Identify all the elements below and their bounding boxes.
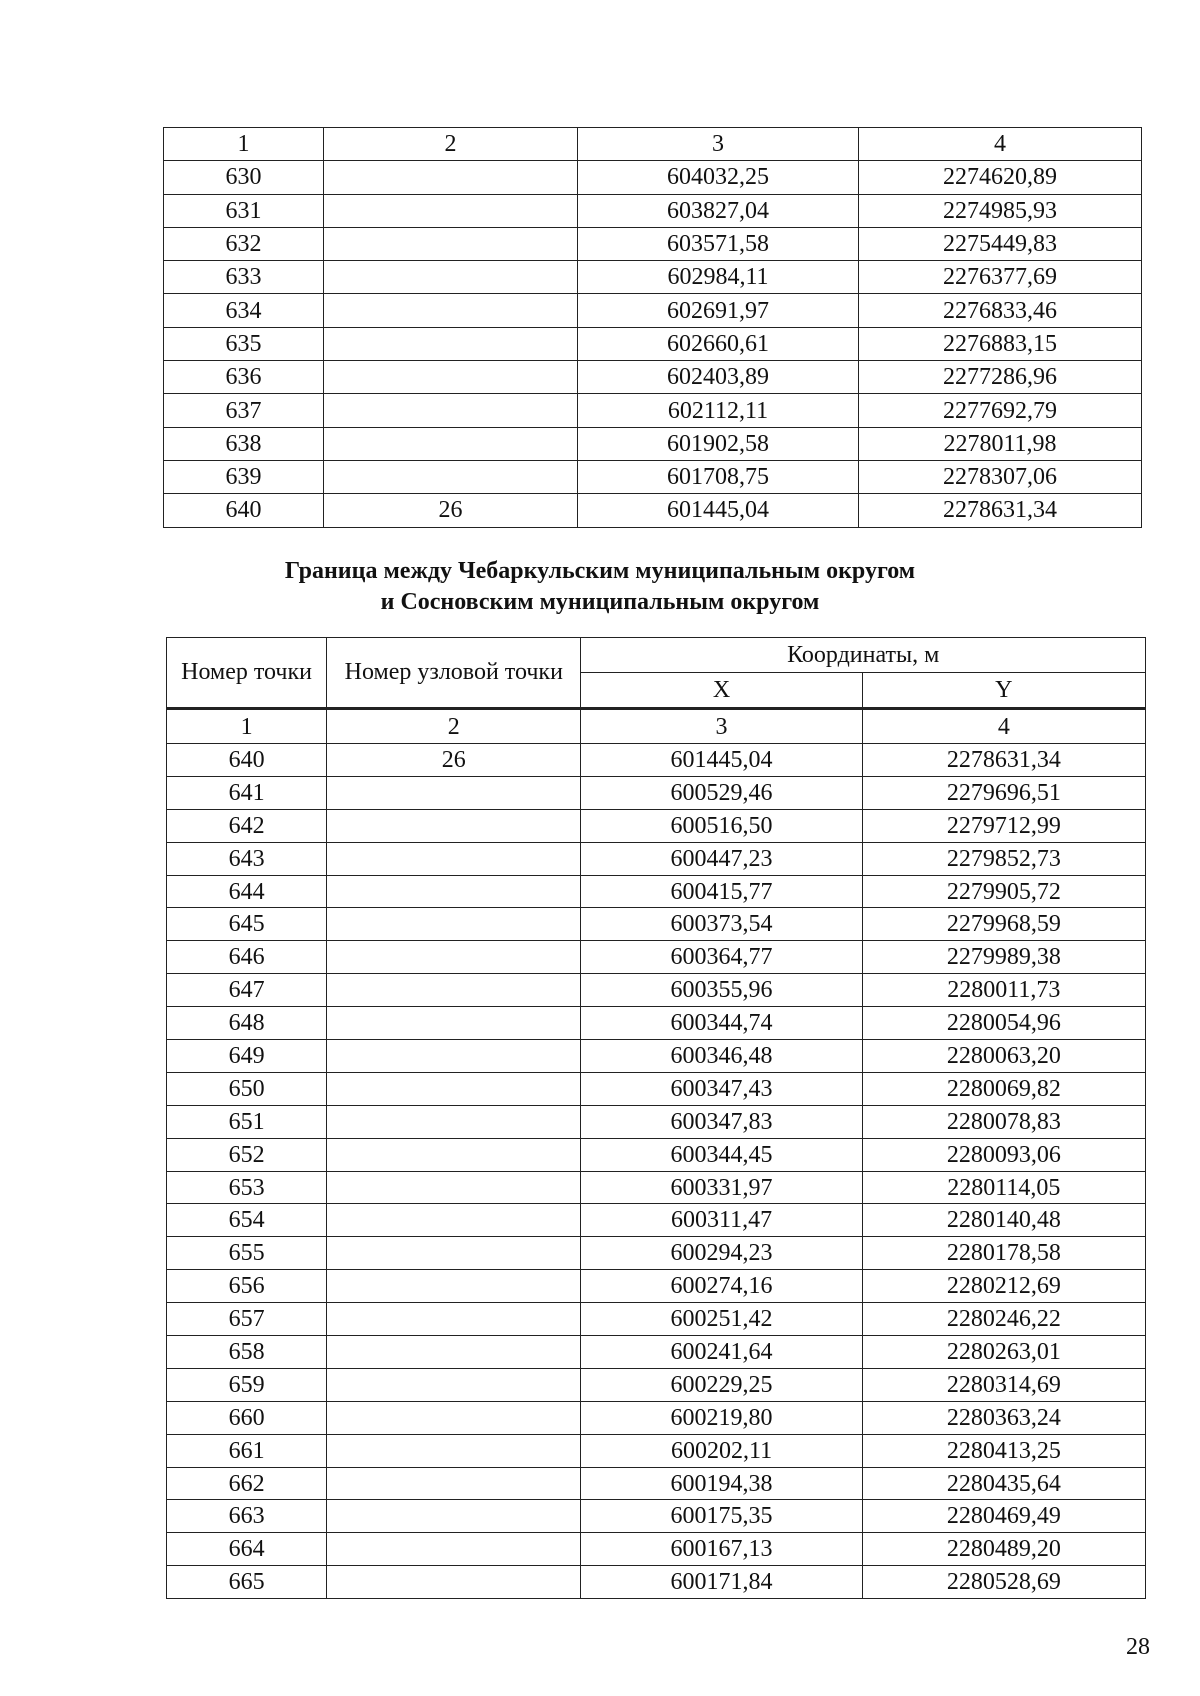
page-number: 28 xyxy=(1126,1634,1150,1660)
node-point-cell xyxy=(324,261,578,294)
point-number-cell: 639 xyxy=(164,460,324,493)
node-point-cell xyxy=(324,294,578,327)
table-row xyxy=(167,1303,1146,1336)
table-row xyxy=(164,494,1142,527)
x-coordinate-cell: 600251,42 xyxy=(581,1303,862,1336)
table-row xyxy=(167,908,1146,941)
top-coordinates-table xyxy=(163,127,1142,528)
x-coordinate-cell: 600229,25 xyxy=(581,1368,862,1401)
node-point-cell xyxy=(327,1533,581,1566)
x-coordinate-cell: 602403,89 xyxy=(578,361,859,394)
x-coordinate-cell: 600331,97 xyxy=(581,1171,862,1204)
table-row xyxy=(167,1270,1146,1303)
table-row xyxy=(167,809,1146,842)
x-coordinate-cell: 600347,83 xyxy=(581,1105,862,1138)
column-numbers-row xyxy=(164,128,1142,161)
point-number-cell: 664 xyxy=(167,1533,327,1566)
y-coordinate-cell: 2280528,69 xyxy=(862,1566,1145,1599)
y-coordinate-cell: 2280246,22 xyxy=(862,1303,1145,1336)
table-row xyxy=(167,1368,1146,1401)
y-coordinate-cell: 2280489,20 xyxy=(862,1533,1145,1566)
column-number-cell: 2 xyxy=(327,709,581,744)
column-number-cell: 3 xyxy=(578,128,859,161)
y-coordinate-cell: 2279712,99 xyxy=(862,809,1145,842)
table-row xyxy=(164,161,1142,194)
x-coordinate-cell: 600529,46 xyxy=(581,776,862,809)
table-header xyxy=(167,638,1146,709)
x-coordinate-cell: 600171,84 xyxy=(581,1566,862,1599)
point-number-cell: 661 xyxy=(167,1434,327,1467)
column-numbers-row xyxy=(167,709,1146,744)
x-coordinate-cell: 604032,25 xyxy=(578,161,859,194)
x-coordinate-cell: 600194,38 xyxy=(581,1467,862,1500)
node-point-cell xyxy=(327,1434,581,1467)
table-row xyxy=(167,1171,1146,1204)
table-row xyxy=(167,1007,1146,1040)
table-row xyxy=(167,1072,1146,1105)
x-coordinate-cell: 601445,04 xyxy=(578,494,859,527)
point-number-cell: 655 xyxy=(167,1237,327,1270)
y-coordinate-cell: 2278307,06 xyxy=(859,460,1142,493)
table-row xyxy=(167,1401,1146,1434)
y-coordinate-cell: 2280054,96 xyxy=(862,1007,1145,1040)
x-coordinate-cell: 600175,35 xyxy=(581,1500,862,1533)
point-number-cell: 638 xyxy=(164,427,324,460)
column-number-cell: 1 xyxy=(164,128,324,161)
node-point-cell xyxy=(327,1368,581,1401)
point-number-cell: 659 xyxy=(167,1368,327,1401)
table-row xyxy=(164,460,1142,493)
x-coordinate-cell: 600219,80 xyxy=(581,1401,862,1434)
x-coordinate-cell: 602691,97 xyxy=(578,294,859,327)
x-coordinate-cell: 600294,23 xyxy=(581,1237,862,1270)
point-number-cell: 657 xyxy=(167,1303,327,1336)
section-title-line-1: Граница между Чебаркульским муниципальным округом xyxy=(284,558,916,584)
y-coordinate-cell: 2280011,73 xyxy=(862,974,1145,1007)
node-point-cell xyxy=(324,394,578,427)
y-coordinate-cell: 2278631,34 xyxy=(862,744,1145,777)
x-coordinate-cell: 600344,45 xyxy=(581,1138,862,1171)
y-coordinate-cell: 2280263,01 xyxy=(862,1336,1145,1369)
x-coordinate-cell: 600311,47 xyxy=(581,1204,862,1237)
y-coordinate-cell: 2280178,58 xyxy=(862,1237,1145,1270)
table-row xyxy=(167,974,1146,1007)
x-coordinate-cell: 600415,77 xyxy=(581,875,862,908)
x-coordinate-cell: 600355,96 xyxy=(581,974,862,1007)
point-number-cell: 653 xyxy=(167,1171,327,1204)
point-number-cell: 645 xyxy=(167,908,327,941)
node-point-cell xyxy=(327,1072,581,1105)
point-number-cell: 663 xyxy=(167,1500,327,1533)
table-row xyxy=(164,394,1142,427)
node-point-cell xyxy=(324,227,578,260)
x-coordinate-cell: 602660,61 xyxy=(578,327,859,360)
node-point-cell xyxy=(327,1303,581,1336)
x-coordinate-cell: 600347,43 xyxy=(581,1072,862,1105)
x-coordinate-cell: 600202,11 xyxy=(581,1434,862,1467)
x-header: X xyxy=(581,673,862,709)
node-point-cell xyxy=(327,1270,581,1303)
y-coordinate-cell: 2280069,82 xyxy=(862,1072,1145,1105)
table-row xyxy=(167,776,1146,809)
node-point-cell xyxy=(327,776,581,809)
point-number-cell: 646 xyxy=(167,941,327,974)
point-number-cell: 630 xyxy=(164,161,324,194)
point-number-cell: 634 xyxy=(164,294,324,327)
table-row xyxy=(164,261,1142,294)
x-coordinate-cell: 602984,11 xyxy=(578,261,859,294)
y-coordinate-cell: 2280140,48 xyxy=(862,1204,1145,1237)
point-number-cell: 652 xyxy=(167,1138,327,1171)
node-point-number-header: Номер узловой точки xyxy=(327,638,581,709)
point-number-cell: 648 xyxy=(167,1007,327,1040)
y-coordinate-cell: 2276833,46 xyxy=(859,294,1142,327)
table-row xyxy=(167,1336,1146,1369)
table-row xyxy=(167,1434,1146,1467)
node-point-cell xyxy=(324,460,578,493)
node-point-cell xyxy=(327,1105,581,1138)
node-point-cell xyxy=(327,1171,581,1204)
column-number-cell: 2 xyxy=(324,128,578,161)
node-point-cell xyxy=(327,1566,581,1599)
x-coordinate-cell: 600241,64 xyxy=(581,1336,862,1369)
point-number-cell: 644 xyxy=(167,875,327,908)
table-row xyxy=(164,427,1142,460)
y-coordinate-cell: 2279852,73 xyxy=(862,842,1145,875)
point-number-cell: 656 xyxy=(167,1270,327,1303)
node-point-cell xyxy=(324,361,578,394)
x-coordinate-cell: 603827,04 xyxy=(578,194,859,227)
point-number-cell: 665 xyxy=(167,1566,327,1599)
node-point-cell xyxy=(327,1401,581,1434)
y-coordinate-cell: 2280435,64 xyxy=(862,1467,1145,1500)
node-point-cell xyxy=(327,1007,581,1040)
table-row xyxy=(167,1566,1146,1599)
y-coordinate-cell: 2274620,89 xyxy=(859,161,1142,194)
x-coordinate-cell: 601902,58 xyxy=(578,427,859,460)
table-row xyxy=(167,842,1146,875)
point-number-cell: 647 xyxy=(167,974,327,1007)
y-coordinate-cell: 2280114,05 xyxy=(862,1171,1145,1204)
column-number-cell: 3 xyxy=(581,709,862,744)
node-point-cell xyxy=(327,1467,581,1500)
point-number-cell: 643 xyxy=(167,842,327,875)
table-row xyxy=(167,1040,1146,1073)
x-coordinate-cell: 600344,74 xyxy=(581,1007,862,1040)
node-point-cell xyxy=(327,941,581,974)
y-coordinate-cell: 2275449,83 xyxy=(859,227,1142,260)
point-number-cell: 640 xyxy=(167,744,327,777)
node-point-cell: 26 xyxy=(327,744,581,777)
table-row xyxy=(167,1237,1146,1270)
table-row xyxy=(164,361,1142,394)
y-coordinate-cell: 2280363,24 xyxy=(862,1401,1145,1434)
y-coordinate-cell: 2278011,98 xyxy=(859,427,1142,460)
y-header: Y xyxy=(862,673,1145,709)
table-row xyxy=(167,875,1146,908)
column-number-cell: 1 xyxy=(167,709,327,744)
y-coordinate-cell: 2279989,38 xyxy=(862,941,1145,974)
point-number-cell: 651 xyxy=(167,1105,327,1138)
point-number-cell: 650 xyxy=(167,1072,327,1105)
point-number-cell: 633 xyxy=(164,261,324,294)
table-row xyxy=(167,1500,1146,1533)
x-coordinate-cell: 600346,48 xyxy=(581,1040,862,1073)
table-row xyxy=(167,941,1146,974)
y-coordinate-cell: 2280212,69 xyxy=(862,1270,1145,1303)
y-coordinate-cell: 2276377,69 xyxy=(859,261,1142,294)
point-number-header: Номер точки xyxy=(167,638,327,709)
node-point-cell xyxy=(327,809,581,842)
point-number-cell: 637 xyxy=(164,394,324,427)
node-point-cell xyxy=(324,427,578,460)
column-number-cell: 4 xyxy=(859,128,1142,161)
y-coordinate-cell: 2279968,59 xyxy=(862,908,1145,941)
y-coordinate-cell: 2280078,83 xyxy=(862,1105,1145,1138)
point-number-cell: 662 xyxy=(167,1467,327,1500)
table-row xyxy=(164,327,1142,360)
x-coordinate-cell: 602112,11 xyxy=(578,394,859,427)
point-number-cell: 642 xyxy=(167,809,327,842)
x-coordinate-cell: 600447,23 xyxy=(581,842,862,875)
table-row xyxy=(167,1105,1146,1138)
point-number-cell: 632 xyxy=(164,227,324,260)
boundary-coordinates-table xyxy=(166,637,1146,1599)
section-title-line-2: и Сосновским муниципальным округом xyxy=(380,589,820,615)
column-number-cell: 4 xyxy=(862,709,1145,744)
y-coordinate-cell: 2280314,69 xyxy=(862,1368,1145,1401)
point-number-cell: 658 xyxy=(167,1336,327,1369)
section-title xyxy=(0,556,1200,618)
x-coordinate-cell: 601445,04 xyxy=(581,744,862,777)
node-point-cell xyxy=(327,842,581,875)
node-point-cell xyxy=(324,194,578,227)
point-number-cell: 631 xyxy=(164,194,324,227)
table-row xyxy=(164,194,1142,227)
y-coordinate-cell: 2274985,93 xyxy=(859,194,1142,227)
node-point-cell xyxy=(324,327,578,360)
node-point-cell xyxy=(327,1138,581,1171)
y-coordinate-cell: 2280063,20 xyxy=(862,1040,1145,1073)
table-row xyxy=(167,1138,1146,1171)
node-point-cell xyxy=(327,1237,581,1270)
x-coordinate-cell: 600516,50 xyxy=(581,809,862,842)
y-coordinate-cell: 2280413,25 xyxy=(862,1434,1145,1467)
top-table-body xyxy=(164,128,1142,528)
table-row xyxy=(164,294,1142,327)
y-coordinate-cell: 2279905,72 xyxy=(862,875,1145,908)
table-row xyxy=(167,1204,1146,1237)
y-coordinate-cell: 2277286,96 xyxy=(859,361,1142,394)
x-coordinate-cell: 600167,13 xyxy=(581,1533,862,1566)
point-number-cell: 636 xyxy=(164,361,324,394)
y-coordinate-cell: 2280093,06 xyxy=(862,1138,1145,1171)
node-point-cell xyxy=(327,1336,581,1369)
table-row xyxy=(167,1533,1146,1566)
y-coordinate-cell: 2279696,51 xyxy=(862,776,1145,809)
node-point-cell xyxy=(327,1204,581,1237)
node-point-cell xyxy=(327,1500,581,1533)
table-row xyxy=(167,1467,1146,1500)
node-point-cell xyxy=(327,908,581,941)
y-coordinate-cell: 2278631,34 xyxy=(859,494,1142,527)
x-coordinate-cell: 600274,16 xyxy=(581,1270,862,1303)
main-table-body xyxy=(167,709,1146,1599)
node-point-cell xyxy=(327,875,581,908)
node-point-cell xyxy=(327,1040,581,1073)
x-coordinate-cell: 603571,58 xyxy=(578,227,859,260)
point-number-cell: 640 xyxy=(164,494,324,527)
coordinates-header: Координаты, м xyxy=(581,638,1146,673)
x-coordinate-cell: 600373,54 xyxy=(581,908,862,941)
y-coordinate-cell: 2280469,49 xyxy=(862,1500,1145,1533)
x-coordinate-cell: 601708,75 xyxy=(578,460,859,493)
table-row xyxy=(164,227,1142,260)
y-coordinate-cell: 2277692,79 xyxy=(859,394,1142,427)
point-number-cell: 660 xyxy=(167,1401,327,1434)
point-number-cell: 649 xyxy=(167,1040,327,1073)
point-number-cell: 641 xyxy=(167,776,327,809)
node-point-cell: 26 xyxy=(324,494,578,527)
x-coordinate-cell: 600364,77 xyxy=(581,941,862,974)
y-coordinate-cell: 2276883,15 xyxy=(859,327,1142,360)
node-point-cell xyxy=(327,974,581,1007)
point-number-cell: 654 xyxy=(167,1204,327,1237)
point-number-cell: 635 xyxy=(164,327,324,360)
table-row xyxy=(167,744,1146,777)
node-point-cell xyxy=(324,161,578,194)
